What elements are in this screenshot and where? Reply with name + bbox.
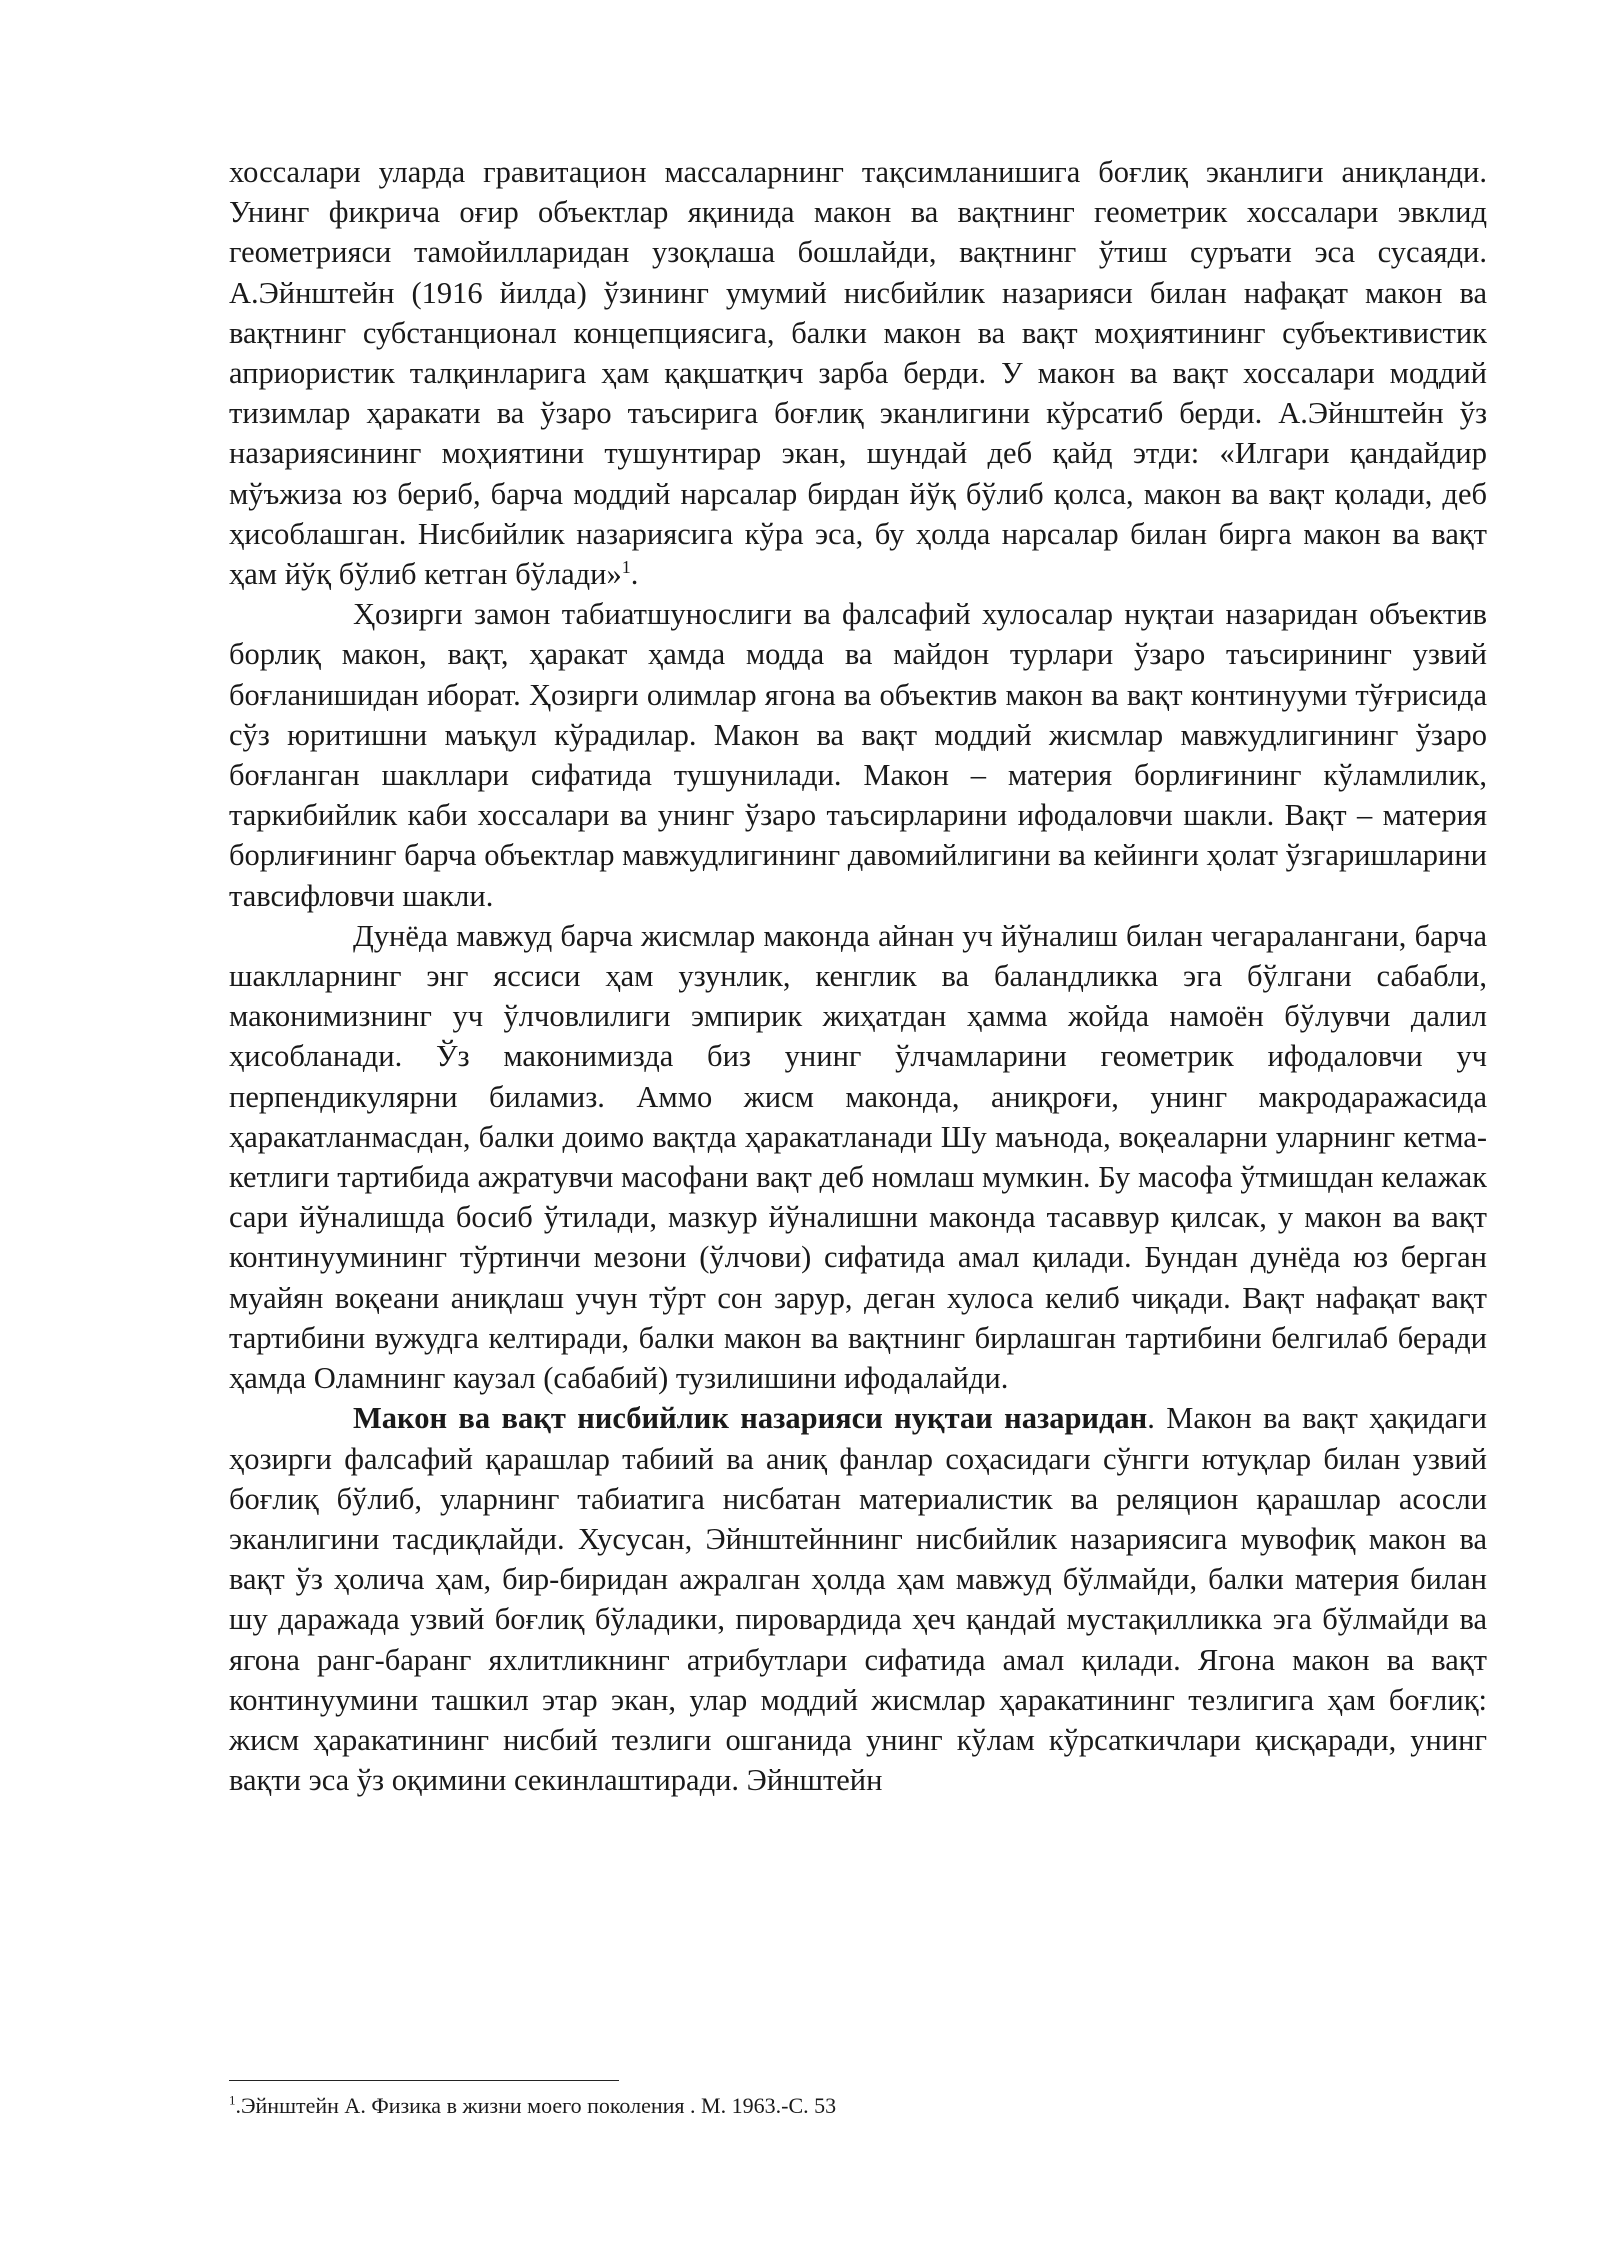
footnote-reference[interactable]: 1 — [621, 556, 631, 577]
paragraph-2: Ҳозирги замон табиатшунослиги ва фалсафий хулосалар нуқтаи назаридан объектив борлиқ макон, вақт, ҳаракат ҳамда модда ва майдон турлари ўзаро таъсирининг узвий боғланишидан иборат. Ҳозирги олимлар ягона ва объектив макон ва вақт континууми тўғрисида сўз юритишни маъқул кўрадилар. Макон ва вақт моддий жисмлар мавжудлигининг ўзаро боғланган шакллари сифатида тушунилади. Макон – материя борлиғининг кўламлилик, таркибийлик каби хоссалари ва унинг ўзаро таъсирларини ифодаловчи шакли. Вақт – материя борлиғининг барча объектлар мавжудлигининг давомийлигини ва кейинги ҳолат ўзгаришларини тавсифловчи шакли. — [229, 597, 1487, 913]
paragraph-1 — [229, 152, 1487, 594]
paragraph-1-end: . — [630, 557, 639, 592]
footnote-separator — [229, 2080, 619, 2081]
paragraph-3: Дунёда мавжуд барча жисмлар маконда айнан уч йўналиш билан чегаралангани, барча шаклларнинг энг яссиси ҳам узунлик, кенглик ва баландликка эга бўлгани сабабли, маконимизнинг уч ўлчовлилиги эмпирик жиҳатдан ҳамма жойда намоён бўлувчи далил ҳисобланади. Ўз маконимизда биз унинг ўлчамларини геометрик ифодаловчи уч перпендикулярни биламиз. Аммо жисм маконда, аниқроғи, унинг макродаражасида ҳаракатланмасдан, балки доимо вақтда ҳаракатланади Шу маънода, воқеаларни уларнинг кетма-кетлиги тартибида ажратувчи масофани вақт деб номлаш мумкин. Бу масофа ўтмишдан келажак сари йўналишда босиб ўтилади, мазкур йўналишни маконда тасаввур қилсак, у макон ва вақт континуумининг тўртинчи мезони (ўлчови) сифатида амал қилади. Бундан дунёда юз берган муайян воқеани аниқлаш учун тўрт сон зарур, деган хулоса келиб чиқади. Вақт нафақат вақт тартибини вужудга келтиради, балки макон ва вақтнинг бирлашган тартибини белгилаб беради ҳамда Оламнинг каузал (сабабий) тузилишини ифодалайди. — [229, 918, 1487, 1396]
paragraph-1-text: хоссалари уларда гравитацион массаларнинг тақсимланишига боғлиқ эканлиги аниқланди. Унинг фикрича оғир объектлар яқинида макон ва вақтнинг геометрик хоссалари эвклид геометрияси тамойилларидан узоқлаша бошлайди, вақтнинг ўтиш суръати эса сусаяди. А.Эйнштейн (1916 йилда) ўзининг умумий нисбийлик назарияси билан нафақат макон ва вақтнинг субстанционал концепциясига, балки макон ва вақт моҳиятининг субъективистик априористик талқинларига ҳам қақшатқич зарба берди. У макон ва вақт хоссалари моддий тизимлар ҳаракати ва ўзаро таъсирига боғлиқ эканлигини кўрсатиб берди. А.Эйнштейн ўз назариясининг моҳиятини тушунтирар экан, шундай деб қайд этди: «Илгари қандайдир мўъжиза юз бериб, барча моддий нарсалар бирдан йўқ бўлиб қолса, макон ва вақт қолади, деб ҳисоблашган. Нисбийлик назариясига кўра эса, бу ҳолда нарсалар билан бирга макон ва вақт ҳам йўқ бўлиб кетган бўлади» — [229, 155, 1487, 592]
paragraph-4 — [229, 1398, 1487, 1800]
footnote-text: .Эйнштейн А. Физика в жизни моего поколения . М. 1963.-С. 53 — [235, 2093, 837, 2118]
paragraph-4-text: . Макон ва вақт ҳақидаги ҳозирги фалсафий қарашлар табиий ва аниқ фанлар соҳасидаги сўнгги ютуқлар билан узвий боғлиқ бўлиб, уларнинг табиатига нисбатан материалистик ва реляцион қарашлар асосли эканлигини тасдиқлайди. Хусусан, Эйнштейннинг нисбийлик назариясига мувофиқ макон ва вақт ўз ҳолича ҳам, бир-биридан ажралган ҳолда ҳам мавжуд бўлмайди, балки материя билан шу даражада узвий боғлиқ бўладики, пировардида ҳеч қандай мустақилликка эга бўлмайди ва ягона ранг-баранг яхлитликнинг атрибутлари сифатида амал қилади. Ягона макон ва вақт континуумини ташкил этар экан, улар моддий жисмлар ҳаракатининг тезлигига ҳам боғлиқ: жисм ҳаракатининг нисбий тезлиги ошганида унинг кўлам кўрсаткичлари қисқаради, унинг вақти эса ўз оқимини секинлаштиради. Эйнштейн — [229, 1401, 1487, 1798]
section-heading-inline: Макон ва вақт нисбийлик назарияси нуқтаи назаридан — [353, 1401, 1148, 1436]
body-text — [229, 152, 1487, 1800]
footnote-marker: 1 — [229, 2092, 236, 2108]
footnote — [229, 2092, 1429, 2120]
